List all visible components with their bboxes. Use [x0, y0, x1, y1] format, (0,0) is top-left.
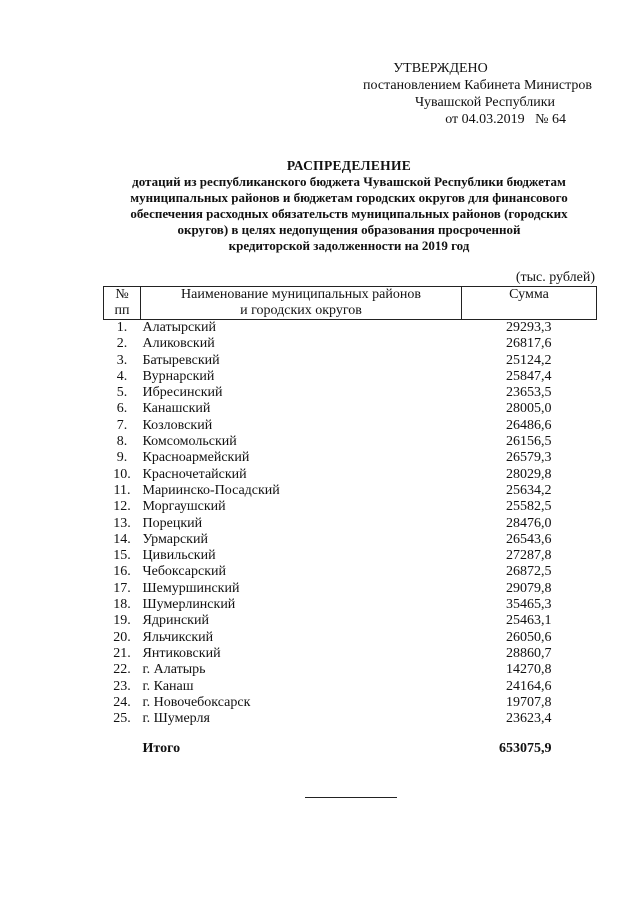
table-body: [104, 320, 597, 758]
table-header-row: [104, 287, 597, 320]
row-sum: 26486,6: [506, 417, 552, 433]
approval-line-1: постановлением Кабинета Министров: [363, 78, 592, 93]
total-row: [104, 727, 597, 757]
row-name: г. Канаш: [142, 678, 194, 694]
row-number: 7.: [116, 417, 128, 433]
row-sum: 26872,5: [506, 564, 552, 580]
header-name: [141, 287, 462, 320]
row-name: Урмарский: [142, 531, 208, 547]
row-name: г. Шумерля: [142, 711, 210, 727]
row-number: 4.: [116, 368, 128, 384]
row-sum: 24164,6: [506, 678, 552, 694]
row-number: 22.: [113, 662, 131, 678]
header-sum: Сумма: [462, 287, 597, 320]
row-name: Ядринский: [142, 613, 209, 629]
row-number: 19.: [113, 613, 131, 629]
row-number: 23.: [113, 678, 131, 694]
row-number: 13.: [113, 515, 131, 531]
row-sum: 25582,5: [506, 499, 552, 515]
row-number: 11.: [113, 482, 131, 498]
row-name: Шумерлинский: [142, 597, 236, 613]
row-name: Батыревский: [142, 352, 220, 368]
row-sum: 26050,6: [506, 629, 552, 645]
row-sum: 23623,4: [506, 711, 552, 727]
table-row: [104, 679, 597, 695]
row-sum: 27287,8: [506, 548, 552, 564]
row-sum: 19707,8: [506, 694, 552, 710]
row-name: Вурнарский: [142, 368, 215, 384]
row-sum: 28860,7: [506, 645, 552, 661]
row-sum: 29293,3: [506, 320, 552, 335]
approval-block: [363, 60, 592, 128]
row-name: г. Новочебоксарск: [142, 694, 251, 710]
total-sum: 653075,9: [499, 741, 552, 757]
row-number: 25.: [113, 711, 131, 727]
row-name: Яльчикский: [142, 629, 214, 645]
table-row: [104, 516, 597, 532]
row-number: 8.: [116, 434, 128, 450]
table-row: [104, 630, 597, 646]
row-number: 15.: [113, 548, 131, 564]
row-name: Янтиковский: [142, 645, 221, 661]
header-name-line-2: и городских округов: [240, 303, 362, 318]
row-name: Чебоксарский: [142, 564, 226, 580]
table-row: [104, 401, 597, 417]
row-sum: 14270,8: [506, 662, 552, 678]
row-sum: 35465,3: [506, 597, 552, 613]
subtitle-line: дотаций из республиканского бюджета Чувашской Республики бюджетам: [132, 174, 566, 189]
table-row: [104, 336, 597, 352]
row-name: Мариинско-Посадский: [142, 482, 280, 498]
table-row: [104, 499, 597, 515]
row-sum: 29079,8: [506, 580, 552, 596]
row-sum: 25124,2: [506, 352, 552, 368]
row-name: Канашский: [142, 401, 211, 417]
table-row: [104, 695, 597, 711]
row-number: 9.: [116, 450, 128, 466]
row-number: 10.: [113, 466, 131, 482]
row-sum: 28029,8: [506, 466, 552, 482]
row-number: 14.: [113, 531, 131, 547]
row-number: 20.: [113, 629, 131, 645]
row-name: Цивильский: [142, 548, 216, 564]
table-row: [104, 434, 597, 450]
row-sum: 23653,5: [506, 385, 552, 401]
table-row: [104, 532, 597, 548]
table-row: [104, 385, 597, 401]
table-row: [104, 450, 597, 466]
row-sum: 26579,3: [506, 450, 552, 466]
table-row: [104, 369, 597, 385]
header-number: [104, 287, 141, 320]
row-name: г. Алатырь: [142, 662, 206, 678]
row-sum: 26817,6: [506, 336, 552, 352]
units-label: (тыс. рублей): [515, 270, 595, 285]
header-name-line-1: Наименование муниципальных районов: [181, 287, 421, 302]
distribution-table: [103, 286, 597, 758]
approval-heading: УТВЕРЖДЕНО: [393, 61, 488, 76]
row-sum: 25634,2: [506, 482, 552, 498]
row-number: 18.: [113, 597, 131, 613]
row-number: 3.: [116, 352, 128, 368]
row-sum: 28476,0: [506, 515, 552, 531]
row-number: 2.: [116, 336, 128, 352]
row-sum: 28005,0: [506, 401, 552, 417]
row-name: Красноармейский: [142, 450, 250, 466]
table-row: [104, 320, 597, 337]
row-name: Порецкий: [142, 515, 203, 531]
document-title: РАСПРЕДЕЛЕНИЕ: [286, 158, 412, 173]
subtitle-line: кредиторской задолженности на 2019 год: [228, 238, 470, 253]
row-number: 12.: [113, 499, 131, 515]
end-divider: [305, 797, 397, 798]
approval-line-2: Чувашской Республики: [414, 95, 555, 110]
table-row: [104, 711, 597, 727]
row-sum: 26156,5: [506, 434, 552, 450]
table-row: [104, 662, 597, 678]
total-blank: [104, 727, 141, 757]
subtitle-line: обеспечения расходных обязательств муниципальных районов (городских: [130, 206, 568, 221]
table-row: [104, 353, 597, 369]
table-row: [104, 483, 597, 499]
table-row: [104, 564, 597, 580]
row-name: Шемуршинский: [142, 580, 240, 596]
row-name: Ибресинский: [142, 385, 223, 401]
row-number: 24.: [113, 694, 131, 710]
table-row: [104, 581, 597, 597]
row-number: 17.: [113, 580, 131, 596]
table-row: [104, 548, 597, 564]
row-name: Козловский: [142, 417, 213, 433]
total-label: Итого: [142, 741, 181, 757]
row-number: 5.: [116, 385, 128, 401]
row-name: Аликовский: [142, 336, 215, 352]
document-title-block: [100, 158, 598, 254]
header-number-line-2: пп: [114, 303, 130, 318]
table-row: [104, 597, 597, 613]
row-number: 16.: [113, 564, 131, 580]
row-name: Алатырский: [142, 320, 216, 335]
row-name: Комсомольский: [142, 434, 237, 450]
header-number-line-1: №: [115, 287, 129, 302]
approval-line-3: от 04.03.2019 № 64: [445, 112, 566, 127]
subtitle-line: округов) в целях недопущения образования просроченной: [177, 222, 521, 237]
row-number: 1.: [116, 320, 128, 335]
table-row: [104, 418, 597, 434]
row-sum: 25847,4: [506, 368, 552, 384]
subtitle-line: муниципальных районов и бюджетам городских округов для финансового: [130, 190, 568, 205]
table-row: [104, 613, 597, 629]
row-name: Красночетайский: [142, 466, 247, 482]
table-row: [104, 467, 597, 483]
row-name: Моргаушский: [142, 499, 226, 515]
row-number: 21.: [113, 645, 131, 661]
row-sum: 25463,1: [506, 613, 552, 629]
row-number: 6.: [116, 401, 128, 417]
table-row: [104, 646, 597, 662]
row-sum: 26543,6: [506, 531, 552, 547]
